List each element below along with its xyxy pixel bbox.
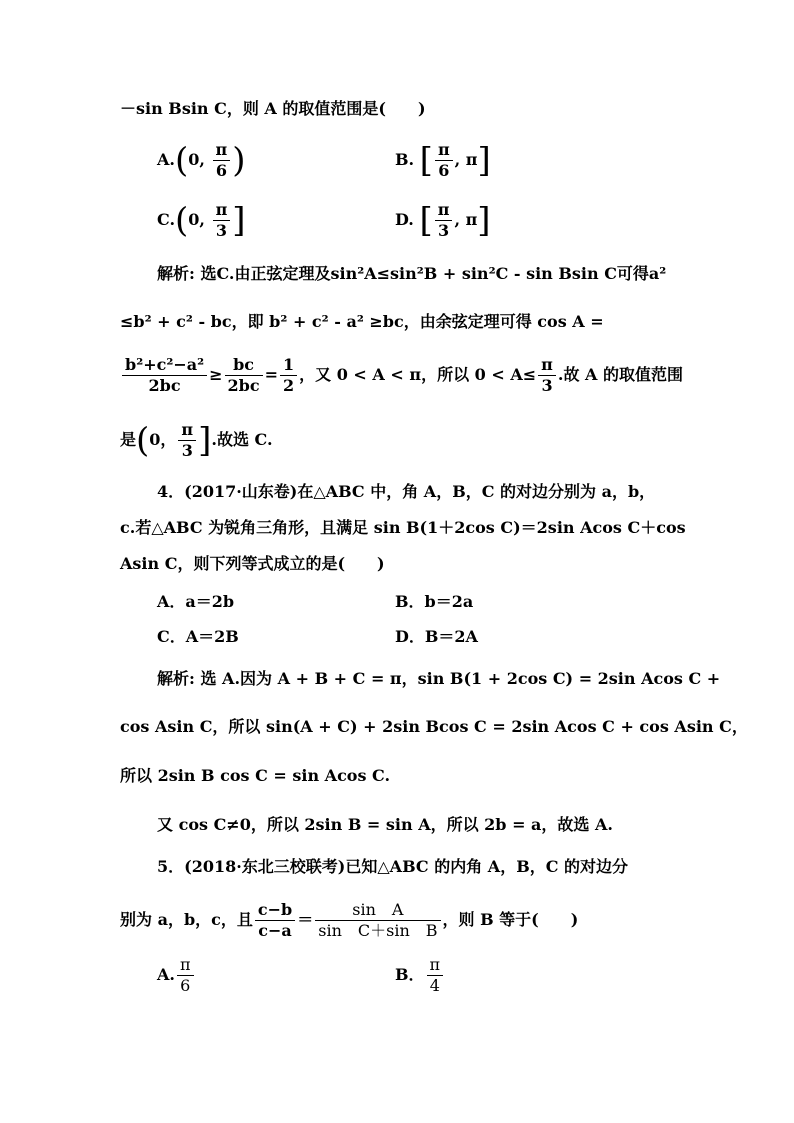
- q3-stem-tail: －sin Bsin C，则 A 的取值范围是( ): [120, 99, 426, 118]
- q5-stem-line1: 5．(2018·东北三校联考)已知△ABC 的内角 A，B，C 的对边分: [157, 857, 629, 876]
- q3-option-a: A.(0, $\frac{\pi}{6}$ ): [157, 140, 246, 181]
- q4-analysis-line2: cos Asin C，所以 sin(A + C) + 2sin Bcos C = 2sin Acos C + cos Asin C，: [120, 717, 748, 736]
- q4-stem-line3: Asin C，则下列等式成立的是( ): [120, 554, 385, 573]
- q4-analysis-line1: 解析: 选 A.因为 A + B + C = π，sin B(1 + 2cos C) = 2sin Acos C +: [157, 669, 721, 688]
- q4-analysis-line3: 所以 2sin B cos C = sin Acos C.: [120, 766, 391, 785]
- q3-analysis-line1: 解析: 选C.由正弦定理及sin²A≤sin²B + sin²C - sin Bsin C可得a²: [157, 264, 667, 283]
- q4-stem-line2: c.若△ABC 为锐角三角形，且满足 sin B(1＋2cos C)＝2sin Acos C＋cos: [120, 518, 686, 537]
- q3-analysis-line2: ≤b² + c² - bc，即 b² + c² - a² ≥bc，由余弦定理可得 cos A =: [120, 312, 604, 331]
- q3-option-c: C.(0, $\frac{\pi}{3}$ ]: [157, 200, 246, 241]
- q3-option-d: D. [ $\frac{\pi}{3}$ , π]: [395, 200, 491, 241]
- q3-analysis-line3: $\frac{\text{b²+c²−a²}}{2bc}$ ≥ $\frac{bc}{2bc}$ = $\frac{1}{2}$ ，又 0 < A < π，所以 0 < A≤ $\frac{\pi}{3}$ .故 A 的取值范围: [120, 355, 683, 396]
- q3-option-b: B. [ $\frac{\pi}{6}$ , π]: [395, 140, 491, 181]
- q5-stem-line2: 别为 a，b，c，且 $\frac{c-b}{c-a}$ ＝ $\frac{\text{sin A}}{\text{sin C＋sin B}}$ ，则 B 等于( ): [120, 900, 579, 940]
- q4-option-d: D．B＝2A: [395, 627, 478, 646]
- q4-option-a: A．a＝2b: [157, 592, 235, 611]
- q4-stem-line1: 4．(2017·山东卷)在△ABC 中，角 A，B，C 的对边分别为 a，b，: [157, 482, 656, 501]
- q4-option-b: B．b＝2a: [395, 592, 474, 611]
- q4-analysis-line4: 又 cos C≠0，所以 2sin B = sin A，所以 2b = a，故选 A.: [157, 815, 613, 834]
- q5-option-b: B． $\frac{\pi}{4}$: [395, 955, 445, 996]
- q5-option-a: A. $\frac{\pi}{6}$: [157, 955, 196, 996]
- q3-analysis-line4: 是(0， $\frac{\pi}{3}$ ].故选 C.: [120, 420, 273, 461]
- q4-option-c: C．A＝2B: [157, 627, 239, 646]
